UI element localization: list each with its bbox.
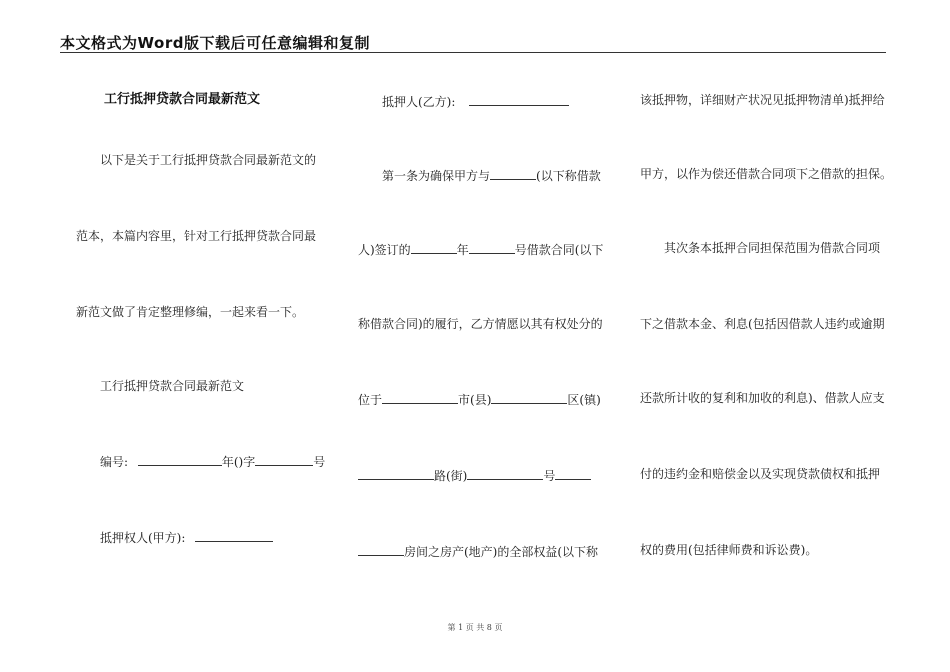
blank-underline <box>469 94 569 106</box>
address-line <box>358 468 591 482</box>
section-heading: 工行抵押贷款合同最新范文 <box>100 379 245 393</box>
paragraph-line: 还款所计收的复利和加收的利息)、借款人应支 <box>640 391 885 405</box>
document-title: 工行抵押贷款合同最新范文 <box>104 92 261 107</box>
blank-underline <box>255 454 313 466</box>
paragraph-line: 权的费用(包括律师费和诉讼费)。 <box>640 543 818 557</box>
blank-underline <box>138 454 222 466</box>
blank-underline <box>555 468 591 480</box>
blank-underline <box>382 392 458 404</box>
number-middle-text: 年()字 <box>221 455 256 469</box>
article-1-line <box>358 242 603 256</box>
contract-number-line <box>100 454 325 468</box>
article-text: 年 <box>456 243 469 257</box>
party-a-label: 抵押权人(甲方): <box>100 531 186 545</box>
paragraph-line: 下之借款本金、利息(包括因借款人违约或逾期 <box>640 317 885 331</box>
blank-underline <box>195 530 273 542</box>
article-text: 第一条为确保甲方与 <box>382 169 491 183</box>
article-text: 市(县) <box>458 393 492 407</box>
paragraph-line: 其次条本抵押合同担保范围为借款合同项 <box>664 241 881 255</box>
article-text: 房间之房产(地产)的全部权益(以下称 <box>404 545 599 559</box>
blank-underline <box>491 392 567 404</box>
article-text: 号借款合同(以下 <box>514 243 604 257</box>
address-line <box>358 544 598 558</box>
header-rule <box>60 52 886 53</box>
address-line <box>358 392 601 406</box>
blank-underline <box>469 242 515 254</box>
paragraph-line: 甲方，以作为偿还借款合同项下之借款的担保。 <box>640 167 893 181</box>
article-text: 人)签订的 <box>358 243 411 257</box>
paragraph-line: 新范文做了肯定整理修编，一起来看一下。 <box>76 305 305 319</box>
paragraph-line: 以下是关于工行抵押贷款合同最新范文的 <box>100 153 317 167</box>
paragraph-line: 付的违约金和赔偿金以及实现贷款债权和抵押 <box>640 467 881 481</box>
blank-underline <box>358 544 404 556</box>
blank-underline <box>490 168 536 180</box>
article-text: 号 <box>543 469 556 483</box>
party-b-label: 抵押人(乙方): <box>382 95 456 109</box>
article-text: 区(镇) <box>567 393 601 407</box>
blank-underline <box>411 242 457 254</box>
article-text: (以下称借款 <box>536 169 601 183</box>
party-a-line <box>100 530 273 544</box>
blank-underline <box>358 468 434 480</box>
article-text: 位于 <box>358 393 383 407</box>
document-header: 本文格式为Word版下载后可任意编辑和复制 <box>60 34 370 52</box>
paragraph-line: 该抵押物，详细财产状况见抵押物清单)抵押给 <box>640 93 885 107</box>
paragraph-line: 范本，本篇内容里，针对工行抵押贷款合同最 <box>76 229 317 243</box>
article-text: 路(街) <box>434 469 468 483</box>
blank-underline <box>467 468 543 480</box>
number-end-text: 号 <box>313 455 326 469</box>
party-b-line <box>382 94 569 108</box>
page-footer: 第 1 页 共 8 页 <box>447 623 503 632</box>
article-1-line: 称借款合同)的履行，乙方情愿以其有权处分的 <box>358 317 603 331</box>
article-1-line <box>382 168 601 182</box>
number-label: 编号: <box>100 455 129 469</box>
